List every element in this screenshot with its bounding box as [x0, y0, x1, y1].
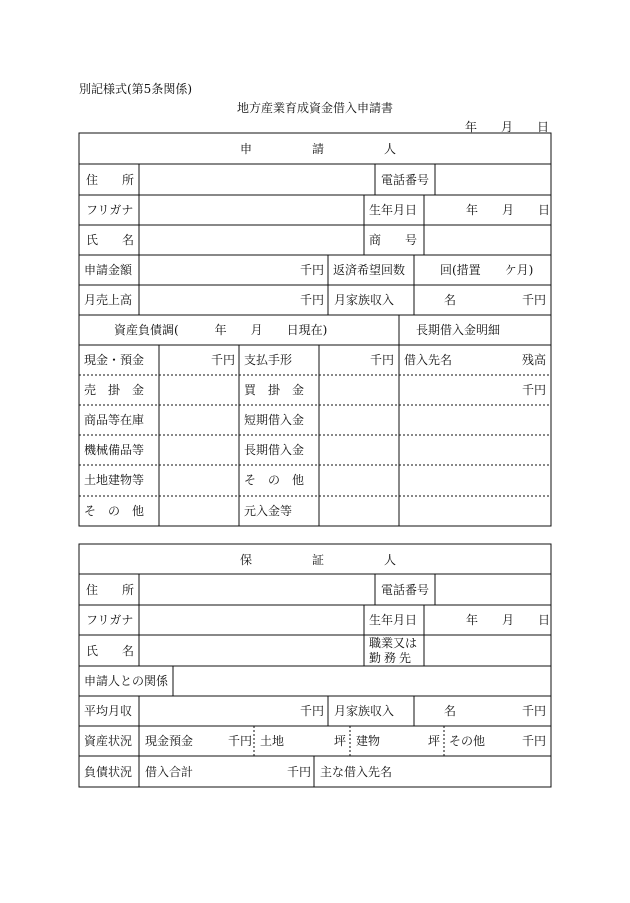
asset-label: 土地建物等	[84, 473, 145, 487]
family-income-label: 月家族収入	[334, 293, 395, 307]
loan-amount-unit: 千円	[300, 263, 325, 277]
relation-label: 申請人との関係	[84, 674, 169, 688]
avg-income-unit: 千円	[300, 704, 325, 718]
building-label: 建物	[356, 734, 381, 748]
land-tsubo-unit: 坪	[334, 734, 347, 748]
liability-label: 買 掛 金	[244, 383, 305, 397]
loan-amount-label: 申請金額	[84, 263, 133, 277]
guarantor-birthdate-value: 年 月 日	[466, 613, 551, 627]
guarantor-phone-label: 電話番号	[381, 583, 430, 597]
asset-label: 商品等在庫	[84, 413, 145, 427]
repay-count-label: 返済希望回数	[333, 263, 406, 277]
guarantor-address-label: 住 所	[86, 583, 135, 597]
asset-label: 売 掛 金	[84, 383, 145, 397]
long-term-loans-title: 長期借入金明細	[416, 323, 501, 337]
guarantor-family-income-unit: 千円	[522, 704, 547, 718]
other-assets-unit: 千円	[522, 734, 547, 748]
family-income-unit: 千円	[522, 293, 547, 307]
applicant-phone-label: 電話番号	[381, 173, 430, 187]
balance-sheet-title: 資産負債調( 年 月 日現在)	[114, 323, 328, 337]
other-assets-label: その他	[449, 734, 486, 748]
applicant-trade-name-label: 商 号	[369, 233, 418, 247]
form-date: 年 月 日	[465, 120, 550, 134]
cash-deposit-label: 現金預金	[145, 734, 194, 748]
guarantor-workplace-label: 勤務先	[369, 651, 415, 665]
guarantor-family-income-label: 月家族収入	[334, 704, 395, 718]
applicant-furigana-label: フリガナ	[86, 203, 134, 217]
applicant-birthdate-label: 生年月日	[369, 203, 418, 217]
loan-total-unit: 千円	[287, 765, 312, 779]
applicant-section-title: 申 請 人	[240, 142, 397, 156]
liability-label: 元入金等	[244, 504, 293, 518]
form-reference: 別記様式(第5条関係)	[79, 82, 192, 96]
building-tsubo-unit: 坪	[428, 734, 441, 748]
land-label: 土地	[260, 734, 285, 748]
liability-label: 長期借入金	[244, 443, 305, 457]
asset-label: そ の 他	[84, 504, 145, 518]
balance-unit: 千円	[522, 383, 547, 397]
asset-label: 現金・預金	[84, 353, 145, 367]
applicant-address-label: 住 所	[86, 173, 135, 187]
repay-count-value: 回(措置 ケ月)	[440, 263, 534, 277]
cash-deposit-unit: 千円	[228, 734, 253, 748]
liability-label: そ の 他	[244, 473, 305, 487]
main-lender-label: 主な借入先名	[320, 765, 393, 779]
guarantor-section-title: 保 証 人	[240, 553, 397, 567]
guarantor-occupation-label: 職業又は	[369, 636, 418, 650]
liability-unit: 千円	[370, 353, 395, 367]
asset-unit: 千円	[211, 353, 236, 367]
applicant-name-label: 氏 名	[86, 233, 135, 247]
balance-label: 残高	[522, 353, 547, 367]
liability-label: 支払手形	[244, 353, 293, 367]
guarantor-furigana-label: フリガナ	[86, 613, 134, 627]
monthly-sales-label: 月売上高	[84, 293, 133, 307]
assets-status-label: 資産状況	[84, 734, 133, 748]
guarantor-name-label: 氏 名	[86, 644, 135, 658]
form-title: 地方産業育成資金借入申請書	[237, 101, 394, 115]
avg-income-label: 平均月収	[84, 704, 133, 718]
debt-status-label: 負債状況	[84, 765, 133, 779]
guarantor-birthdate-label: 生年月日	[369, 613, 418, 627]
loan-total-label: 借入合計	[145, 765, 194, 779]
applicant-birthdate-value: 年 月 日	[466, 203, 551, 217]
family-persons-unit: 名	[444, 293, 457, 307]
liability-label: 短期借入金	[244, 413, 305, 427]
guarantor-persons-unit: 名	[444, 704, 457, 718]
asset-label: 機械備品等	[84, 443, 145, 457]
lender-name-label: 借入先名	[404, 353, 453, 367]
monthly-sales-unit: 千円	[300, 293, 325, 307]
